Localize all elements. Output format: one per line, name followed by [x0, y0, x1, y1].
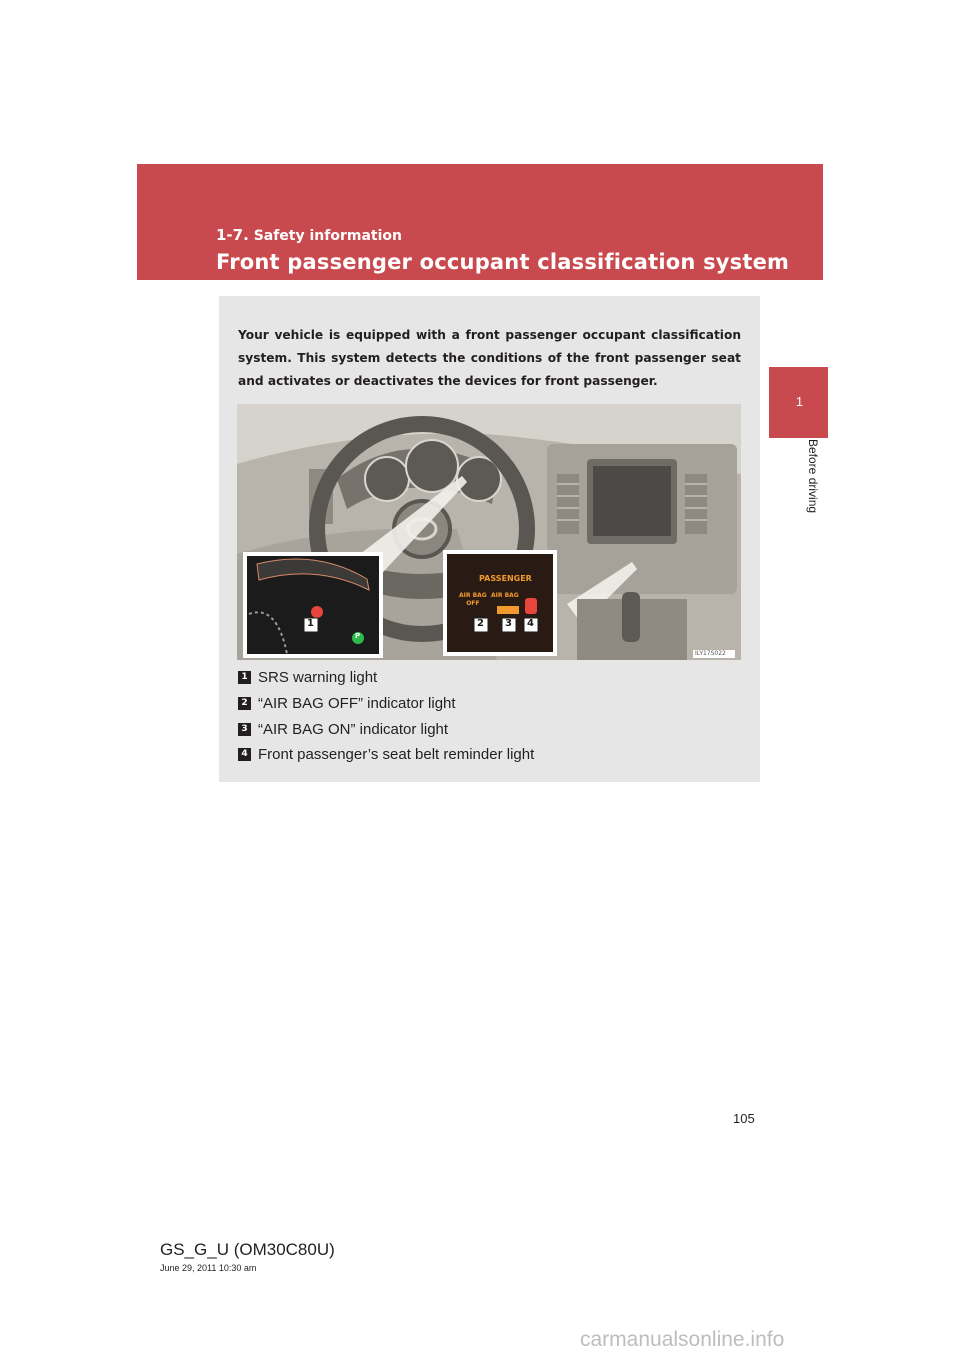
watermark[interactable]: carmanualsonline.info — [580, 1328, 785, 1351]
legend-text: Front passenger’s seat belt reminder light — [258, 745, 535, 763]
legend-number: 2 — [238, 697, 251, 710]
legend-number: 3 — [238, 723, 251, 736]
legend-number: 1 — [238, 671, 251, 684]
airbag-on-line2: ON — [499, 600, 510, 607]
airbag-on-label — [491, 592, 519, 608]
airbag-off-line1: AIR BAG — [459, 592, 487, 599]
chapter-tab[interactable] — [769, 367, 828, 438]
callout-1: 1 — [307, 618, 314, 629]
airbag-off-label — [459, 592, 487, 608]
inset-panel-title: PASSENGER — [479, 574, 532, 583]
gear-indicator: P — [355, 632, 361, 640]
chapter-number: 1 — [795, 394, 804, 409]
document-code: GS_G_U (OM30C80U) — [160, 1240, 335, 1259]
callout-3: 3 — [505, 618, 512, 629]
intro-paragraph: Your vehicle is equipped with a front passenger occupant classification system. This system detects the conditions of the front passenger seat and activates or deactivates the devices for front passenger. — [238, 328, 741, 388]
legend-number: 4 — [238, 748, 251, 761]
document-date: June 29, 2011 10:30 am — [160, 1263, 257, 1273]
dashboard-illustration — [237, 404, 741, 660]
legend-item — [238, 693, 456, 713]
section-number: 1-7. — [216, 226, 249, 244]
legend-text: SRS warning light — [258, 668, 378, 686]
legend-text: “AIR BAG OFF” indicator light — [258, 694, 456, 712]
callout-4: 4 — [527, 618, 534, 629]
content-box — [219, 296, 760, 782]
legend-item — [238, 719, 448, 739]
legend-item — [238, 744, 534, 764]
airbag-off-line2: OFF — [466, 600, 480, 607]
image-code: ILY17S022 — [695, 650, 726, 657]
callout-2: 2 — [477, 618, 484, 629]
page-title: Front passenger occupant classification system — [216, 250, 790, 274]
section-label — [216, 226, 402, 244]
legend-item — [238, 667, 377, 687]
page-number: 105 — [733, 1111, 755, 1126]
header-band — [137, 164, 823, 280]
legend-text: “AIR BAG ON” indicator light — [258, 720, 449, 738]
chapter-name: Before driving — [806, 439, 820, 514]
airbag-on-line1: AIR BAG — [491, 592, 519, 599]
section-name: Safety information — [253, 228, 402, 244]
